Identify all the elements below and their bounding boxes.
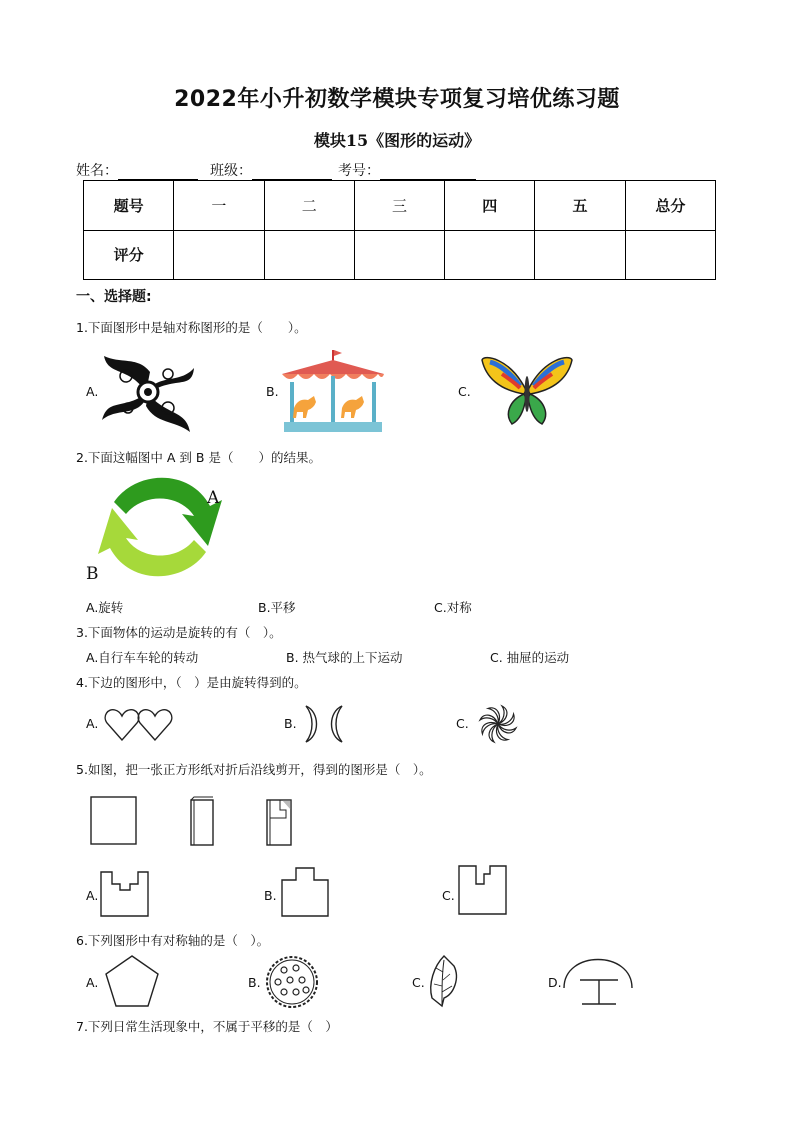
cut-shape-b-figure: [280, 866, 330, 918]
q6-option-b[interactable]: B.: [248, 975, 261, 990]
q2-option-c[interactable]: C.对称: [434, 600, 472, 615]
label-b: B: [86, 564, 99, 584]
q6-option-a[interactable]: A.: [86, 975, 99, 990]
score-header-cell: 题号: [84, 181, 174, 231]
class-label: 班级：: [210, 163, 252, 179]
score-cell[interactable]: [174, 230, 264, 280]
score-header-cell: 五: [535, 181, 625, 231]
score-header-cell: 一: [174, 181, 264, 231]
two-hearts-figure: [104, 706, 174, 742]
paper-folding-steps-figure: [90, 796, 300, 848]
question-6: 6.下列图形中有对称轴的是（ ）。: [76, 933, 270, 948]
q3-option-c[interactable]: C. 抽屉的运动: [490, 650, 570, 665]
q1-option-b[interactable]: B.: [266, 384, 279, 399]
q5-option-b[interactable]: B.: [264, 888, 277, 903]
q6-option-d[interactable]: D.: [548, 975, 562, 990]
q6-option-c[interactable]: C.: [412, 975, 425, 990]
score-cell[interactable]: [264, 230, 354, 280]
question-7: 7.下列日常生活现象中，不属于平移的是（ ）: [76, 1019, 338, 1034]
score-header-cell: 四: [445, 181, 535, 231]
q5-option-a[interactable]: A.: [86, 888, 99, 903]
pinwheel-figure: [478, 704, 518, 744]
score-header-cell: 总分: [625, 181, 715, 231]
two-crescents-figure: [302, 704, 346, 744]
section-heading: 一、选择题:: [76, 289, 152, 305]
page-title: 2022年小升初数学模块专项复习培优练习题: [174, 87, 620, 112]
q1-option-a[interactable]: A.: [86, 384, 99, 399]
question-5: 5.如图，把一张正方形纸对折后沿线剪开，得到的图形是（ ）。: [76, 762, 432, 777]
q2-option-a[interactable]: A.旋转: [86, 600, 124, 615]
score-row-label: 评分: [84, 230, 174, 280]
question-2: 2.下面这幅图中 A 到 B 是（ ）的结果。: [76, 450, 321, 465]
swirl-pattern-figure: [98, 346, 198, 438]
q4-option-c[interactable]: C.: [456, 716, 469, 731]
butterfly-figure: [480, 354, 574, 428]
score-cell[interactable]: [445, 230, 535, 280]
leaf-figure: [428, 954, 460, 1008]
score-cell[interactable]: [535, 230, 625, 280]
q4-option-a[interactable]: A.: [86, 716, 99, 731]
q3-option-a[interactable]: A.自行车车轮的转动: [86, 650, 199, 665]
q2-option-b[interactable]: B.平移: [258, 600, 296, 615]
question-4: 4.下边的图形中，（ ）是由旋转得到的。: [76, 675, 307, 690]
class-field[interactable]: [210, 160, 332, 180]
exam-no-label: 考号：: [338, 163, 380, 179]
question-1: 1.下面图形中是轴对称图形的是（ ）。: [76, 320, 307, 335]
cut-shape-c-figure: [458, 864, 508, 916]
question-3: 3.下面物体的运动是旋转的有（ ）。: [76, 625, 282, 640]
q3-option-b[interactable]: B. 热气球的上下运动: [286, 650, 403, 665]
dotted-circle-figure: [264, 954, 320, 1010]
score-header-cell: 三: [354, 181, 444, 231]
arch-figure: [562, 954, 634, 1006]
score-table-header-row: [84, 181, 716, 231]
score-cell[interactable]: [625, 230, 715, 280]
label-a: A: [207, 488, 220, 508]
name-field[interactable]: [76, 160, 198, 180]
score-header-cell: 二: [264, 181, 354, 231]
cut-shape-a-figure: [100, 870, 150, 918]
page-subtitle: 模块15《图形的运动》: [313, 131, 481, 150]
q4-option-b[interactable]: B.: [284, 716, 297, 731]
score-table-score-row: [84, 230, 716, 280]
pentagon-figure: [104, 954, 160, 1008]
q5-option-c[interactable]: C.: [442, 888, 455, 903]
exam-no-field[interactable]: [338, 160, 476, 180]
name-label: 姓名：: [76, 163, 118, 179]
q1-option-c[interactable]: C.: [458, 384, 471, 399]
carousel-figure: [280, 346, 386, 434]
score-table: [83, 180, 716, 280]
score-cell[interactable]: [354, 230, 444, 280]
